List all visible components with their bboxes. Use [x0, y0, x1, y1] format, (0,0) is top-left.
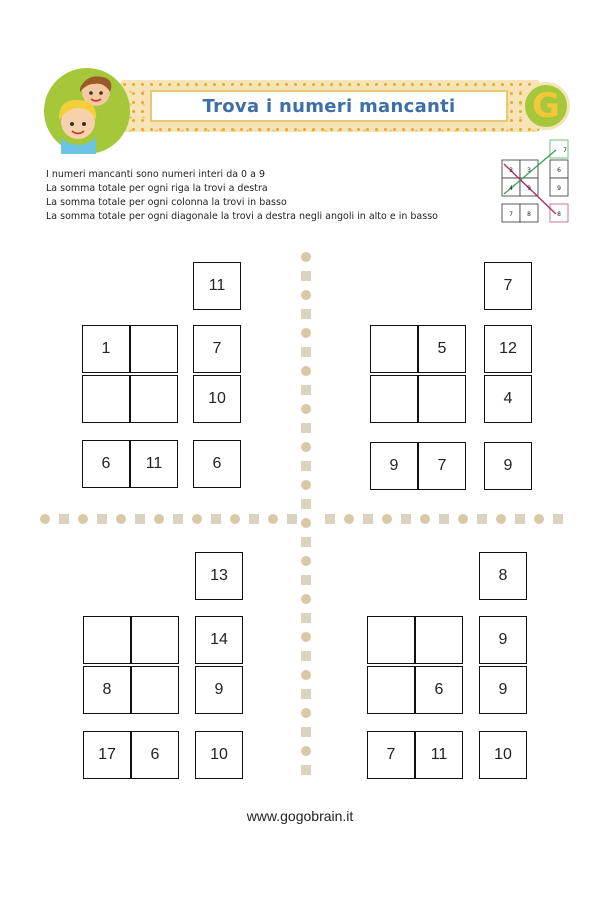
divider-dot [420, 514, 430, 524]
divider-square [301, 727, 311, 737]
page-title: Trova i numeri mancanti [202, 95, 456, 117]
example-cell: 3 [509, 167, 513, 174]
kids-illustration [44, 68, 130, 154]
divider-square [97, 514, 107, 524]
grid-cell[interactable] [370, 375, 418, 423]
divider-square [301, 385, 311, 395]
title-box [150, 90, 508, 122]
example-cell: 9 [527, 185, 531, 192]
divider-dot [301, 442, 311, 452]
divider-square [325, 514, 335, 524]
column-sum: 7 [367, 731, 415, 779]
column-sum: 11 [130, 440, 178, 488]
grid-cell[interactable]: 1 [82, 325, 130, 373]
divider-square [301, 537, 311, 547]
divider-dot [301, 290, 311, 300]
divider-square [287, 514, 297, 524]
example-cell: 8 [527, 211, 531, 218]
instruction-line: La somma totale per ogni colonna la trovi in basso [46, 197, 287, 208]
logo-letter: G [532, 86, 560, 126]
divider-dot [116, 514, 126, 524]
divider-square [249, 514, 259, 524]
row-sum: 12 [484, 325, 532, 373]
divider-square [401, 514, 411, 524]
diagonal-sum-top: 7 [484, 262, 532, 310]
divider-dot [534, 514, 544, 524]
divider-dot [301, 518, 311, 528]
diagonal-sum-top: 11 [193, 262, 241, 310]
instruction-line: La somma totale per ogni diagonale la trovi a destra negli angoli in alto e in basso [46, 211, 438, 222]
row-sum: 4 [484, 375, 532, 423]
column-sum: 6 [131, 731, 179, 779]
divider-square [301, 613, 311, 623]
divider-dot [301, 366, 311, 376]
diagonal-sum-bottom: 9 [484, 442, 532, 490]
divider-square [301, 689, 311, 699]
instruction-line: I numeri mancanti sono numeri interi da 0 a 9 [46, 169, 266, 180]
example-cell: 4 [509, 185, 513, 192]
logo-badge [522, 82, 570, 130]
grid-cell[interactable] [415, 616, 463, 664]
diagonal-sum-bottom: 10 [195, 731, 243, 779]
divider-dot [458, 514, 468, 524]
divider-dot [301, 404, 311, 414]
diagonal-sum-top: 13 [195, 552, 243, 600]
divider-square [301, 347, 311, 357]
row-sum: 9 [195, 666, 243, 714]
divider-square [301, 271, 311, 281]
divider-square [135, 514, 145, 524]
grid-cell[interactable] [130, 375, 178, 423]
example-cell: 6 [557, 167, 561, 174]
grid-cell[interactable] [130, 325, 178, 373]
divider-dot [301, 252, 311, 262]
divider-dot [40, 514, 50, 524]
divider-dot [154, 514, 164, 524]
divider-dot [344, 514, 354, 524]
instruction-line: La somma totale per ogni riga la trovi a destra [46, 183, 268, 194]
example-diagram [500, 138, 572, 224]
grid-cell[interactable] [367, 616, 415, 664]
column-sum: 7 [418, 442, 466, 490]
column-sum: 17 [83, 731, 131, 779]
grid-cell[interactable] [418, 375, 466, 423]
divider-dot [230, 514, 240, 524]
divider-dot [301, 480, 311, 490]
divider-square [301, 423, 311, 433]
divider-dot [301, 708, 311, 718]
divider-square [439, 514, 449, 524]
grid-cell[interactable]: 5 [418, 325, 466, 373]
example-cell: 7 [563, 147, 567, 154]
diagonal-sum-bottom: 10 [479, 731, 527, 779]
row-sum: 14 [195, 616, 243, 664]
divider-dot [301, 670, 311, 680]
column-sum: 9 [370, 442, 418, 490]
divider-dot [496, 514, 506, 524]
grid-cell[interactable] [82, 375, 130, 423]
example-cell: 8 [557, 211, 561, 218]
divider-square [301, 651, 311, 661]
grid-cell[interactable]: 6 [415, 666, 463, 714]
column-sum: 11 [415, 731, 463, 779]
divider-square [301, 765, 311, 775]
grid-cell[interactable]: 8 [83, 666, 131, 714]
example-cell: 7 [509, 211, 513, 218]
divider-square [301, 309, 311, 319]
grid-cell[interactable] [131, 616, 179, 664]
example-cell: 9 [557, 185, 561, 192]
divider-dot [301, 594, 311, 604]
grid-cell[interactable] [367, 666, 415, 714]
divider-square [477, 514, 487, 524]
divider-square [553, 514, 563, 524]
diagonal-sum-top: 8 [479, 552, 527, 600]
divider-dot [268, 514, 278, 524]
example-cell: 3 [527, 167, 531, 174]
row-sum: 9 [479, 616, 527, 664]
column-sum: 6 [82, 440, 130, 488]
row-sum: 7 [193, 325, 241, 373]
divider-square [515, 514, 525, 524]
grid-cell[interactable] [83, 616, 131, 664]
divider-square [301, 461, 311, 471]
footer-url: www.gogobrain.it [246, 808, 354, 824]
divider-square [301, 499, 311, 509]
divider-square [59, 514, 69, 524]
row-sum: 9 [479, 666, 527, 714]
divider-square [363, 514, 373, 524]
divider-dot [301, 632, 311, 642]
divider-dot [382, 514, 392, 524]
divider-dot [301, 328, 311, 338]
grid-cell[interactable] [131, 666, 179, 714]
divider-dot [78, 514, 88, 524]
divider-square [211, 514, 221, 524]
diagonal-sum-bottom: 6 [193, 440, 241, 488]
divider-dot [192, 514, 202, 524]
grid-cell[interactable] [370, 325, 418, 373]
divider-dot [301, 556, 311, 566]
kids-icon [44, 68, 130, 154]
divider-square [173, 514, 183, 524]
row-sum: 10 [193, 375, 241, 423]
divider-dot [301, 746, 311, 756]
divider-square [301, 575, 311, 585]
